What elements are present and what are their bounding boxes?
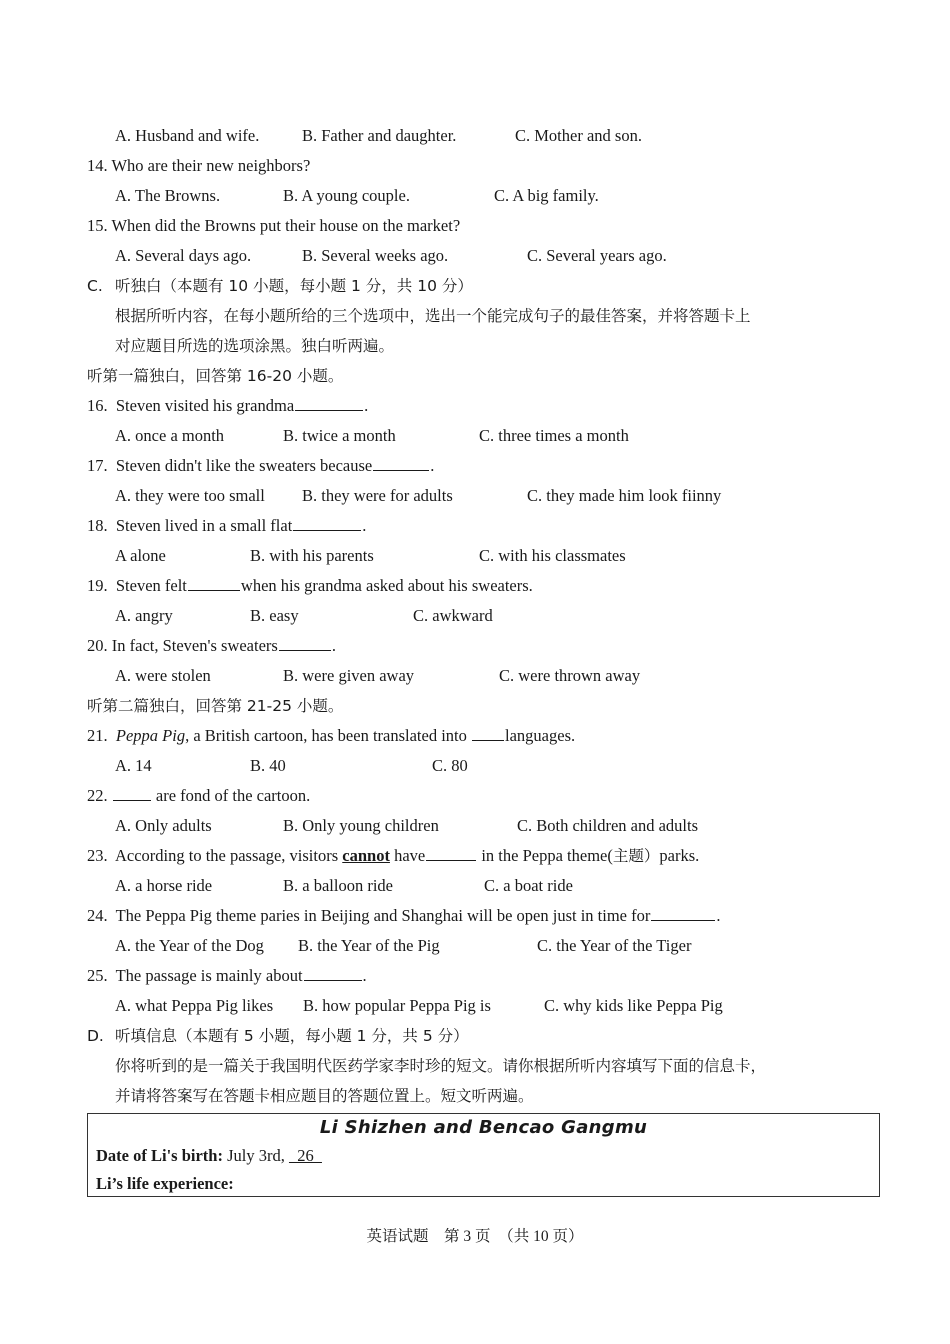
q18-text: 18. Steven lived in a small flat	[87, 516, 293, 535]
answer-blank-26: 26	[288, 1146, 322, 1165]
section-d-letter: D.	[87, 1027, 104, 1045]
q20-text: 20. In fact, Steven's sweaters	[87, 636, 278, 655]
q15-question: 15. When did the Browns put their house on the market?	[87, 216, 461, 235]
q21-text: , a British cartoon, has been translated into	[185, 726, 472, 745]
q15-options	[115, 241, 667, 271]
q21-option-a: A. 14	[115, 756, 152, 775]
q19-option-c: C. awkward	[413, 606, 493, 625]
q22-question	[87, 781, 310, 811]
q14-option-c: C. A big family.	[494, 186, 599, 205]
q23-option-c: C. a boat ride	[484, 876, 573, 895]
q17-option-b: B. they were for adults	[302, 486, 453, 505]
q20-options	[115, 661, 641, 691]
q14-question: 14. Who are their new neighbors?	[87, 156, 311, 175]
q21-question	[87, 721, 575, 751]
q22-blank	[113, 785, 151, 801]
q14-option-a: A. The Browns.	[115, 186, 221, 205]
q25-option-a: A. what Peppa Pig likes	[115, 996, 274, 1015]
section-c-letter: C.	[87, 277, 103, 295]
section-c-heading	[87, 271, 473, 301]
q18-blank	[293, 515, 361, 531]
q24-text: 24. The Peppa Pig theme paries in Beijing and Shanghai will be open just in time for	[87, 906, 651, 925]
q16-blank	[295, 395, 363, 411]
q25-option-b: B. how popular Peppa Pig is	[303, 996, 491, 1015]
q20-option-a: A. were stolen	[115, 666, 211, 685]
q17-text: 17. Steven didn't like the sweaters because	[87, 456, 373, 475]
q24-option-b: B. the Year of the Pig	[298, 936, 440, 955]
q21-option-c: C. 80	[432, 756, 468, 775]
q19-blank	[188, 575, 240, 591]
q15-option-c: C. Several years ago.	[527, 246, 667, 265]
q18-option-b: B. with his parents	[250, 546, 374, 565]
section-d-heading	[87, 1021, 469, 1051]
section-c-title: 听独白（本题有 10 小题，每小题 1 分，共 10 分）	[115, 277, 473, 295]
q20-option-c: C. were thrown away	[499, 666, 641, 685]
q21-number: 21.	[87, 726, 116, 745]
q16-question	[87, 391, 368, 421]
q25-blank	[304, 965, 362, 981]
q19-question	[87, 571, 533, 601]
q23-end: parks.	[659, 846, 700, 865]
q17-option-c: C. they made him look fiinny	[527, 486, 722, 505]
q19-options	[115, 601, 493, 631]
q23-options	[115, 871, 573, 901]
q16-text: 16. Steven visited his grandma	[87, 396, 295, 415]
q23-option-a: A. a horse ride	[115, 876, 213, 895]
q23-blank	[426, 845, 476, 861]
q17-end: .	[430, 456, 435, 475]
q13-option-a: A. Husband and wife.	[115, 126, 260, 145]
q24-blank	[651, 905, 715, 921]
q20-end: .	[331, 636, 336, 655]
q23-text: 23. According to the passage, visitors	[87, 846, 343, 865]
q22-option-a: A. Only adults	[115, 816, 212, 835]
q14-option-b: B. A young couple.	[283, 186, 410, 205]
info-card-title: Li Shizhen and Bencao Gangmu	[319, 1117, 648, 1138]
q22-option-c: C. Both children and adults	[517, 816, 699, 835]
q24-option-c: C. the Year of the Tiger	[537, 936, 692, 955]
q24-end: .	[716, 906, 721, 925]
q21-blank	[472, 725, 504, 741]
birth-date-label: Date of Li's birth:	[96, 1146, 223, 1165]
q16-options	[115, 421, 629, 451]
q21-end: languages.	[505, 726, 576, 745]
q15-option-a: A. Several days ago.	[115, 246, 252, 265]
q20-blank	[279, 635, 331, 651]
q22-options	[115, 811, 699, 841]
q23-question	[87, 841, 699, 871]
q19-option-a: A. angry	[115, 606, 173, 625]
q17-option-a: A. they were too small	[115, 486, 265, 505]
q23-emphasis-cannot: cannot	[342, 846, 390, 865]
monologue-2-instruction: 听第二篇独白，回答第 21-25 小题。	[87, 697, 344, 715]
q17-blank	[373, 455, 429, 471]
info-card-life-row	[96, 1170, 234, 1198]
q24-question	[87, 901, 720, 931]
q16-option-b: B. twice a month	[283, 426, 396, 445]
q22-text: are fond of the cartoon.	[151, 786, 311, 805]
q14-options	[115, 181, 599, 211]
q21-options	[115, 751, 468, 781]
q22-number: 22.	[87, 786, 112, 805]
q21-option-b: B. 40	[250, 756, 286, 775]
q20-option-b: B. were given away	[283, 666, 415, 685]
q18-end: .	[362, 516, 367, 535]
q13-option-c: C. Mother and son.	[515, 126, 642, 145]
info-card	[87, 1113, 880, 1197]
life-experience-label: Li’s life experience:	[96, 1174, 234, 1193]
q22-option-b: B. Only young children	[283, 816, 439, 835]
q18-question	[87, 511, 366, 541]
q19-option-b: B. easy	[250, 606, 299, 625]
section-d-instruction-2: 并请将答案写在答题卡相应题目的答题位置上。短文听两遍。	[115, 1087, 534, 1105]
q25-question	[87, 961, 367, 991]
q18-options	[115, 541, 626, 571]
q25-options	[115, 991, 723, 1021]
q23-option-b: B. a balloon ride	[283, 876, 393, 895]
info-card-birth-row	[96, 1142, 322, 1170]
q24-options	[115, 931, 692, 961]
q16-option-a: A. once a month	[115, 426, 225, 445]
section-c-instruction-1: 根据所听内容，在每小题所给的三个选项中，选出一个能完成句子的最佳答案，并将答题卡上	[115, 307, 751, 325]
q13-option-b: B. Father and daughter.	[302, 126, 457, 145]
birth-date-value: July 3rd,	[222, 1146, 289, 1165]
q23-mid: have	[389, 846, 426, 865]
q20-question	[87, 631, 336, 661]
q17-options	[115, 481, 722, 511]
q17-question	[87, 451, 434, 481]
monologue-1-instruction: 听第一篇独白，回答第 16-20 小题。	[87, 367, 344, 385]
q18-option-c: C. with his classmates	[479, 546, 626, 565]
q25-text: 25. The passage is mainly about	[87, 966, 303, 985]
q16-end: .	[364, 396, 369, 415]
q25-option-c: C. why kids like Peppa Pig	[544, 996, 723, 1015]
q13-options	[115, 121, 642, 151]
page-footer: 英语试题 第 3 页 （共 10 页）	[366, 1228, 584, 1245]
section-d-title: 听填信息（本题有 5 小题，每小题 1 分，共 5 分）	[115, 1027, 469, 1045]
section-d-instruction-1: 你将听到的是一篇关于我国明代医药学家李时珍的短文。请你根据所听内容填写下面的信息卡，	[115, 1057, 767, 1075]
q19-text: 19. Steven felt	[87, 576, 187, 595]
q25-end: .	[362, 966, 367, 985]
section-c-instruction-2: 对应题目所选的选项涂黑。独白听两遍。	[115, 337, 395, 355]
q15-option-b: B. Several weeks ago.	[302, 246, 449, 265]
q24-option-a: A. the Year of the Dog	[115, 936, 264, 955]
q23-cjk-gloss: 主题）	[612, 847, 660, 865]
q16-option-c: C. three times a month	[479, 426, 629, 445]
q19-end: when his grandma asked about his sweaters.	[240, 576, 533, 595]
q21-title-italic: Peppa Pig	[115, 726, 186, 745]
q23-post: in the Peppa theme(	[477, 846, 613, 865]
q18-option-a: A alone	[115, 546, 166, 565]
